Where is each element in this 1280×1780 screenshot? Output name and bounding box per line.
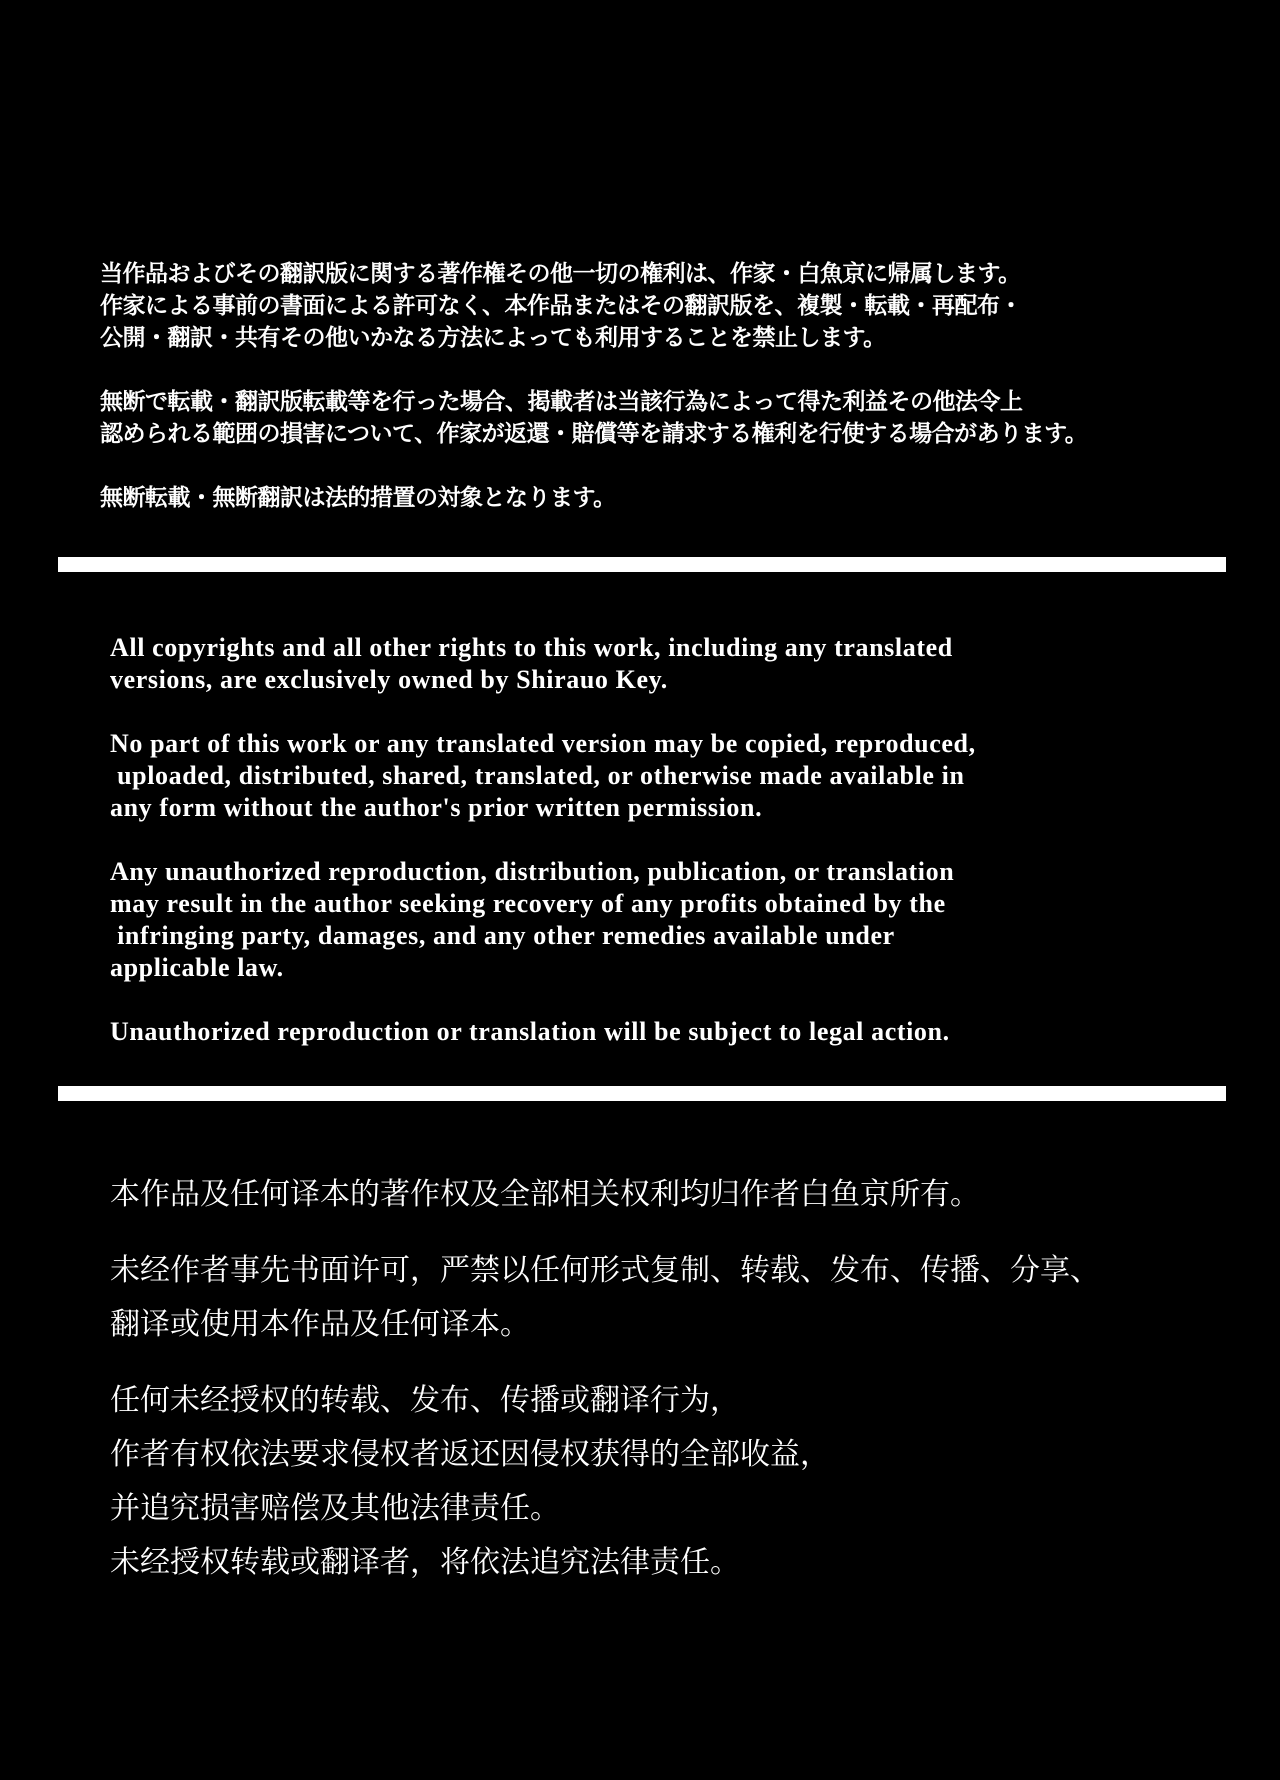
chinese-line: 未经授权转载或翻译者，将依法追究法律责任。	[110, 1545, 740, 1580]
paragraph-gap	[100, 354, 1260, 386]
japanese-line: 無断転載・無断翻訳は法的措置の対象となります。	[100, 484, 616, 511]
paragraph-gap	[110, 696, 1190, 728]
chinese-paragraph-1	[110, 1168, 1250, 1222]
chinese-line: 作者有权依法要求侵权者返还因侵权获得的全部收益，	[110, 1437, 830, 1472]
japanese-paragraph-2	[100, 386, 1260, 450]
paragraph-gap	[110, 1222, 1250, 1244]
japanese-line: 作家による事前の書面による許可なく、本作品またはその翻訳版を、複製・転載・再配布・	[100, 292, 1023, 319]
chinese-notice	[110, 1168, 1250, 1590]
chinese-line: 并追究损害赔偿及其他法律责任。	[110, 1491, 560, 1526]
japanese-line: 当作品およびその翻訳版に関する著作権その他一切の権利は、作家・白魚京に帰属します。	[100, 260, 1021, 287]
japanese-notice	[100, 258, 1260, 514]
japanese-paragraph-1	[100, 258, 1260, 354]
section-divider-bottom	[58, 1086, 1226, 1101]
english-paragraph-2	[110, 728, 1190, 824]
japanese-line: 認められる範囲の損害について、作家が返還・賠償等を請求する権利を行使する場合があります。	[100, 420, 1088, 447]
english-line: uploaded, distributed, shared, translated, or otherwise made available in	[110, 761, 965, 790]
chinese-line: 任何未经授权的转载、发布、传播或翻译行为，	[110, 1383, 740, 1418]
paragraph-gap	[110, 1352, 1250, 1374]
english-line: versions, are exclusively owned by Shirauo Key.	[110, 665, 668, 694]
english-notice	[110, 632, 1190, 1048]
english-line: Unauthorized reproduction or translation will be subject to legal action.	[110, 1017, 950, 1046]
chinese-line: 未经作者事先书面许可，严禁以任何形式复制、转载、发布、传播、分享、	[110, 1253, 1100, 1288]
paragraph-gap	[110, 824, 1190, 856]
english-line: Any unauthorized reproduction, distribution, publication, or translation	[110, 857, 955, 886]
chinese-line: 翻译或使用本作品及任何译本。	[110, 1307, 530, 1342]
english-line: No part of this work or any translated version may be copied, reproduced,	[110, 729, 976, 758]
english-paragraph-4	[110, 1016, 1190, 1048]
japanese-paragraph-3	[100, 482, 1260, 514]
japanese-line: 公開・翻訳・共有その他いかなる方法によっても利用することを禁止します。	[100, 324, 886, 351]
english-line: All copyrights and all other rights to this work, including any translated	[110, 633, 953, 662]
japanese-line: 無断で転載・翻訳版転載等を行った場合、掲載者は当該行為によって得た利益その他法令上	[100, 388, 1023, 415]
english-line: may result in the author seeking recovery of any profits obtained by the	[110, 889, 946, 918]
paragraph-gap	[110, 984, 1190, 1016]
section-divider-top	[58, 557, 1226, 572]
english-line: infringing party, damages, and any other remedies available under	[110, 921, 895, 950]
chinese-paragraph-3	[110, 1374, 1250, 1590]
english-paragraph-1	[110, 632, 1190, 696]
english-line: applicable law.	[110, 953, 284, 982]
chinese-paragraph-2	[110, 1244, 1250, 1352]
english-line: any form without the author's prior written permission.	[110, 793, 763, 822]
chinese-line: 本作品及任何译本的著作权及全部相关权利均归作者白鱼京所有。	[110, 1177, 980, 1212]
english-paragraph-3	[110, 856, 1190, 984]
paragraph-gap	[100, 450, 1260, 482]
